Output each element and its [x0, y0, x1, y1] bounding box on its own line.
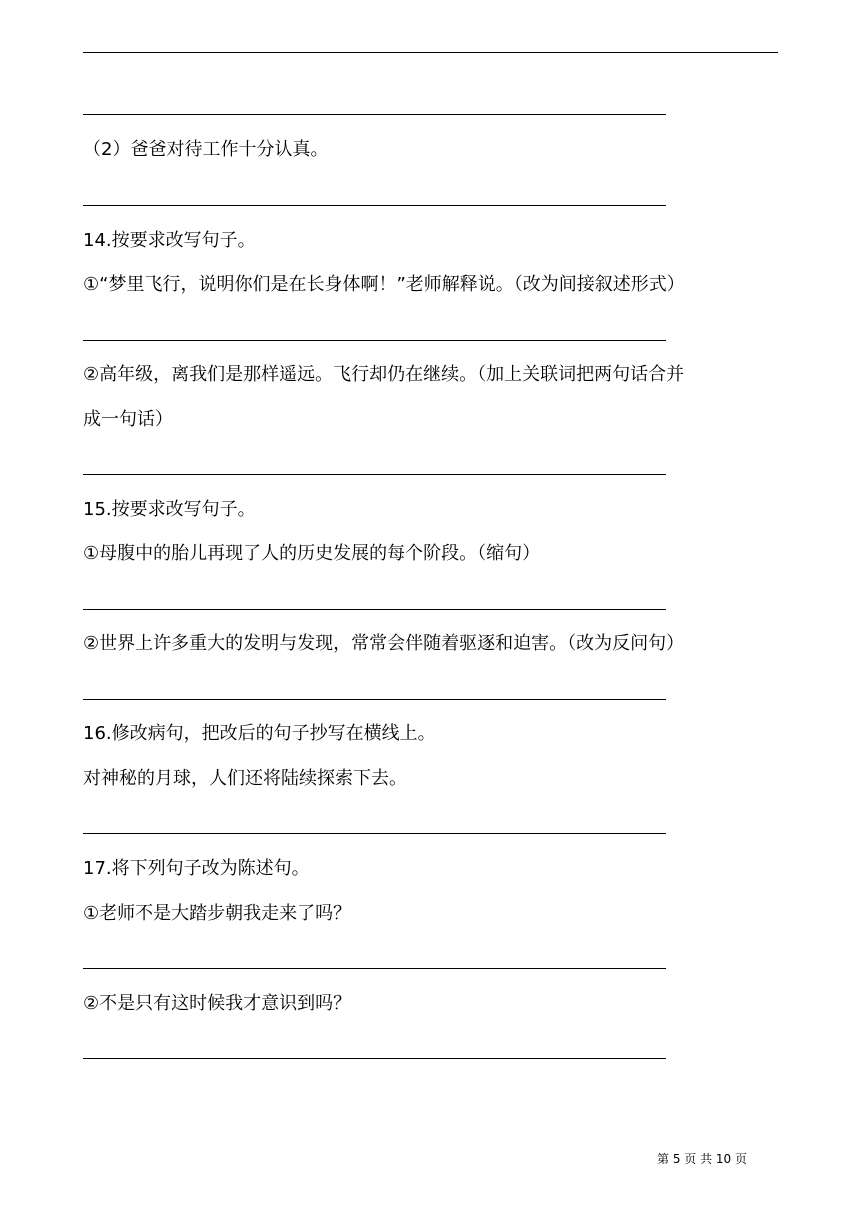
answer-line — [83, 205, 666, 206]
answer-line — [83, 1058, 666, 1059]
q17-title: 17.将下列句子改为陈述句。 — [83, 858, 310, 879]
answer-line — [83, 474, 666, 475]
q15-item-2: ②世界上许多重大的发明与发现，常常会伴随着驱逐和迫害。（改为反问句） — [83, 633, 685, 654]
q14-item-1: ①“梦里飞行，说明你们是在长身体啊！”老师解释说。（改为间接叙述形式） — [83, 274, 685, 295]
answer-line — [83, 340, 666, 341]
q15-title: 15.按要求改写句子。 — [83, 499, 256, 520]
q16-title: 16.修改病句，把改后的句子抄写在横线上。 — [83, 723, 436, 744]
answer-line — [83, 52, 778, 53]
answer-line — [83, 968, 666, 969]
answer-line — [83, 114, 666, 115]
q14-item-2: ②高年级，离我们是那样遥远。飞行却仍在继续。（加上关联词把两句话合并 — [83, 364, 685, 385]
q13-item-2: （2）爸爸对待工作十分认真。 — [83, 139, 329, 160]
q14-item-2-continued: 成一句话） — [83, 409, 173, 430]
q17-item-1: ①老师不是大踏步朝我走来了吗？ — [83, 903, 352, 924]
q15-item-1: ①母腹中的胎儿再现了人的历史发展的每个阶段。（缩句） — [83, 543, 541, 564]
answer-line — [83, 699, 666, 700]
q16-sentence: 对神秘的月球，人们还将陆续探索下去。 — [83, 768, 407, 789]
answer-line — [83, 609, 666, 610]
answer-line — [83, 833, 666, 834]
page-number: 第 5 页 共 10 页 — [657, 1152, 747, 1166]
q14-title: 14.按要求改写句子。 — [83, 230, 256, 251]
q17-item-2: ②不是只有这时候我才意识到吗？ — [83, 993, 352, 1014]
